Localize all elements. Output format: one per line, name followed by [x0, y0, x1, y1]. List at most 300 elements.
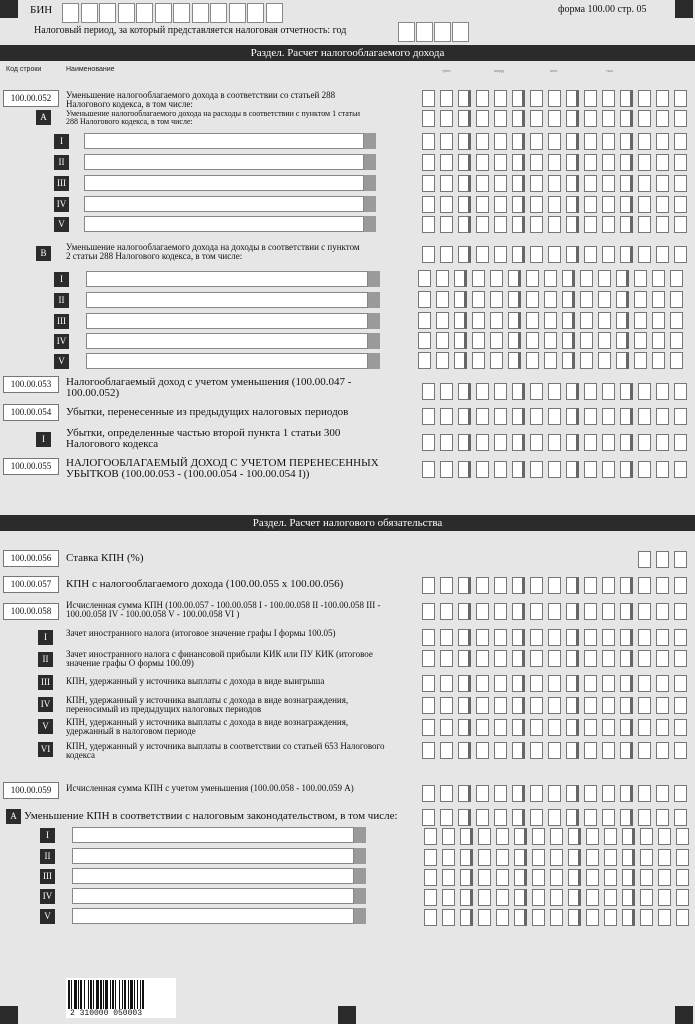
digit-cell[interactable]: [458, 675, 471, 692]
digit-cell[interactable]: [584, 650, 597, 667]
digit-cell[interactable]: [638, 133, 651, 150]
digit-cell[interactable]: [550, 889, 563, 906]
digit-cell[interactable]: [604, 828, 617, 845]
digit-cell[interactable]: [418, 291, 431, 308]
digit-cell[interactable]: [530, 603, 543, 620]
digit-cell[interactable]: [566, 461, 579, 478]
digit-cell[interactable]: [656, 675, 669, 692]
digit-cell[interactable]: [476, 629, 489, 646]
digit-cell[interactable]: [548, 461, 561, 478]
digit-cell[interactable]: [620, 809, 633, 826]
digit-cell[interactable]: [476, 154, 489, 171]
digit-cell[interactable]: [638, 216, 651, 233]
digit-cell[interactable]: [584, 719, 597, 736]
digit-cell[interactable]: [548, 697, 561, 714]
digit-cell[interactable]: [422, 154, 435, 171]
digit-cell[interactable]: [494, 603, 507, 620]
digit-cell[interactable]: [674, 110, 687, 127]
digit-cell[interactable]: [638, 675, 651, 692]
digit-cell[interactable]: [512, 719, 525, 736]
digit-cell[interactable]: [548, 742, 561, 759]
digit-cell[interactable]: [656, 246, 669, 263]
digit-cell[interactable]: [460, 828, 473, 845]
digit-cell[interactable]: [640, 909, 653, 926]
digit-cell[interactable]: [656, 629, 669, 646]
digit-cell[interactable]: [548, 154, 561, 171]
digit-cell[interactable]: [604, 889, 617, 906]
digit-cell[interactable]: [514, 849, 527, 866]
digit-cell[interactable]: [566, 809, 579, 826]
digit-cell[interactable]: [602, 629, 615, 646]
digit-cell[interactable]: [674, 246, 687, 263]
digit-cell[interactable]: [494, 785, 507, 802]
digit-cell[interactable]: [514, 909, 527, 926]
digit-cell[interactable]: [656, 650, 669, 667]
digit-cell[interactable]: [530, 154, 543, 171]
digit-cell[interactable]: [598, 352, 611, 369]
digit-cell[interactable]: [418, 352, 431, 369]
text-input[interactable]: [86, 333, 368, 349]
digit-cell[interactable]: [656, 719, 669, 736]
digit-cell[interactable]: [638, 809, 651, 826]
digit-cell[interactable]: [440, 577, 453, 594]
digit-cell[interactable]: [674, 90, 687, 107]
digit-cell[interactable]: [568, 849, 581, 866]
digit-cell[interactable]: [508, 270, 521, 287]
digit-cell[interactable]: [490, 291, 503, 308]
digit-cell[interactable]: [584, 90, 597, 107]
digit-cell[interactable]: [512, 196, 525, 213]
digit-cell[interactable]: [548, 175, 561, 192]
text-input[interactable]: [72, 848, 354, 864]
digit-cell[interactable]: [440, 629, 453, 646]
digit-cell[interactable]: [598, 291, 611, 308]
digit-cell[interactable]: [458, 408, 471, 425]
digit-cell[interactable]: [638, 719, 651, 736]
digit-cell[interactable]: [548, 133, 561, 150]
digit-cell[interactable]: [548, 785, 561, 802]
digit-cell[interactable]: [584, 675, 597, 692]
digit-cell[interactable]: [494, 216, 507, 233]
digit-cell[interactable]: [604, 869, 617, 886]
digit-cell[interactable]: [530, 383, 543, 400]
digit-cell[interactable]: [548, 216, 561, 233]
bin-cell[interactable]: [118, 3, 135, 23]
digit-cell[interactable]: [568, 909, 581, 926]
digit-cell[interactable]: [436, 352, 449, 369]
digit-cell[interactable]: [584, 742, 597, 759]
digit-cell[interactable]: [638, 742, 651, 759]
bin-cell[interactable]: [136, 3, 153, 23]
digit-cell[interactable]: [616, 332, 629, 349]
digit-cell[interactable]: [620, 90, 633, 107]
digit-cell[interactable]: [422, 629, 435, 646]
text-input[interactable]: [72, 868, 354, 884]
digit-cell[interactable]: [622, 828, 635, 845]
digit-cell[interactable]: [460, 849, 473, 866]
digit-cell[interactable]: [584, 577, 597, 594]
digit-cell[interactable]: [478, 889, 491, 906]
digit-cell[interactable]: [454, 332, 467, 349]
digit-cell[interactable]: [440, 90, 453, 107]
digit-cell[interactable]: [512, 603, 525, 620]
digit-cell[interactable]: [440, 246, 453, 263]
digit-cell[interactable]: [550, 869, 563, 886]
digit-cell[interactable]: [566, 603, 579, 620]
digit-cell[interactable]: [652, 332, 665, 349]
digit-cell[interactable]: [526, 312, 539, 329]
digit-cell[interactable]: [436, 270, 449, 287]
text-input[interactable]: [86, 313, 368, 329]
digit-cell[interactable]: [530, 408, 543, 425]
digit-cell[interactable]: [440, 110, 453, 127]
digit-cell[interactable]: [530, 246, 543, 263]
digit-cell[interactable]: [616, 352, 629, 369]
digit-cell[interactable]: [532, 889, 545, 906]
digit-cell[interactable]: [458, 650, 471, 667]
digit-cell[interactable]: [566, 697, 579, 714]
digit-cell[interactable]: [458, 785, 471, 802]
digit-cell[interactable]: [476, 246, 489, 263]
digit-cell[interactable]: [674, 809, 687, 826]
digit-cell[interactable]: [604, 849, 617, 866]
digit-cell[interactable]: [494, 90, 507, 107]
digit-cell[interactable]: [620, 629, 633, 646]
digit-cell[interactable]: [598, 312, 611, 329]
digit-cell[interactable]: [656, 154, 669, 171]
digit-cell[interactable]: [442, 869, 455, 886]
digit-cell[interactable]: [638, 461, 651, 478]
digit-cell[interactable]: [584, 603, 597, 620]
digit-cell[interactable]: [530, 785, 543, 802]
digit-cell[interactable]: [512, 90, 525, 107]
year-cell[interactable]: [416, 22, 433, 42]
bin-cell[interactable]: [62, 3, 79, 23]
digit-cell[interactable]: [674, 785, 687, 802]
digit-cell[interactable]: [530, 175, 543, 192]
digit-cell[interactable]: [584, 196, 597, 213]
digit-cell[interactable]: [674, 133, 687, 150]
bin-cell[interactable]: [99, 3, 116, 23]
digit-cell[interactable]: [602, 434, 615, 451]
digit-cell[interactable]: [674, 461, 687, 478]
digit-cell[interactable]: [602, 133, 615, 150]
digit-cell[interactable]: [640, 869, 653, 886]
digit-cell[interactable]: [476, 742, 489, 759]
digit-cell[interactable]: [620, 133, 633, 150]
digit-cell[interactable]: [566, 216, 579, 233]
digit-cell[interactable]: [676, 889, 689, 906]
digit-cell[interactable]: [580, 352, 593, 369]
digit-cell[interactable]: [512, 408, 525, 425]
bin-cell[interactable]: [192, 3, 209, 23]
digit-cell[interactable]: [440, 461, 453, 478]
digit-cell[interactable]: [494, 133, 507, 150]
digit-cell[interactable]: [656, 577, 669, 594]
digit-cell[interactable]: [602, 216, 615, 233]
digit-cell[interactable]: [550, 828, 563, 845]
digit-cell[interactable]: [512, 675, 525, 692]
digit-cell[interactable]: [638, 603, 651, 620]
digit-cell[interactable]: [512, 697, 525, 714]
digit-cell[interactable]: [440, 434, 453, 451]
digit-cell[interactable]: [620, 175, 633, 192]
digit-cell[interactable]: [512, 577, 525, 594]
digit-cell[interactable]: [478, 909, 491, 926]
digit-cell[interactable]: [656, 785, 669, 802]
digit-cell[interactable]: [602, 650, 615, 667]
digit-cell[interactable]: [584, 461, 597, 478]
digit-cell[interactable]: [568, 869, 581, 886]
digit-cell[interactable]: [674, 154, 687, 171]
digit-cell[interactable]: [634, 270, 647, 287]
digit-cell[interactable]: [638, 246, 651, 263]
digit-cell[interactable]: [512, 154, 525, 171]
digit-cell[interactable]: [584, 697, 597, 714]
digit-cell[interactable]: [584, 216, 597, 233]
digit-cell[interactable]: [440, 133, 453, 150]
digit-cell[interactable]: [512, 383, 525, 400]
digit-cell[interactable]: [494, 719, 507, 736]
digit-cell[interactable]: [494, 246, 507, 263]
digit-cell[interactable]: [530, 133, 543, 150]
digit-cell[interactable]: [566, 577, 579, 594]
digit-cell[interactable]: [508, 332, 521, 349]
digit-cell[interactable]: [548, 650, 561, 667]
digit-cell[interactable]: [670, 270, 683, 287]
digit-cell[interactable]: [638, 629, 651, 646]
digit-cell[interactable]: [440, 154, 453, 171]
digit-cell[interactable]: [512, 434, 525, 451]
digit-cell[interactable]: [476, 216, 489, 233]
digit-cell[interactable]: [440, 196, 453, 213]
digit-cell[interactable]: [458, 196, 471, 213]
digit-cell[interactable]: [530, 110, 543, 127]
digit-cell[interactable]: [634, 312, 647, 329]
digit-cell[interactable]: [422, 719, 435, 736]
digit-cell[interactable]: [544, 312, 557, 329]
digit-cell[interactable]: [526, 291, 539, 308]
digit-cell[interactable]: [548, 434, 561, 451]
digit-cell[interactable]: [580, 291, 593, 308]
digit-cell[interactable]: [566, 408, 579, 425]
digit-cell[interactable]: [620, 785, 633, 802]
text-input[interactable]: [72, 827, 354, 843]
digit-cell[interactable]: [656, 90, 669, 107]
text-input[interactable]: [84, 196, 364, 212]
digit-cell[interactable]: [478, 869, 491, 886]
digit-cell[interactable]: [638, 90, 651, 107]
digit-cell[interactable]: [422, 408, 435, 425]
digit-cell[interactable]: [422, 133, 435, 150]
bin-cell[interactable]: [173, 3, 190, 23]
digit-cell[interactable]: [580, 312, 593, 329]
digit-cell[interactable]: [620, 697, 633, 714]
digit-cell[interactable]: [494, 175, 507, 192]
digit-cell[interactable]: [494, 742, 507, 759]
digit-cell[interactable]: [562, 270, 575, 287]
digit-cell[interactable]: [656, 809, 669, 826]
digit-cell[interactable]: [472, 291, 485, 308]
digit-cell[interactable]: [566, 719, 579, 736]
digit-cell[interactable]: [566, 785, 579, 802]
digit-cell[interactable]: [476, 785, 489, 802]
digit-cell[interactable]: [602, 742, 615, 759]
digit-cell[interactable]: [656, 603, 669, 620]
bin-cell[interactable]: [247, 3, 264, 23]
digit-cell[interactable]: [602, 408, 615, 425]
digit-cell[interactable]: [620, 650, 633, 667]
text-input[interactable]: [84, 216, 364, 232]
digit-cell[interactable]: [478, 828, 491, 845]
text-input[interactable]: [86, 271, 368, 287]
digit-cell[interactable]: [496, 889, 509, 906]
digit-cell[interactable]: [544, 270, 557, 287]
digit-cell[interactable]: [670, 291, 683, 308]
digit-cell[interactable]: [490, 332, 503, 349]
text-input[interactable]: [84, 154, 364, 170]
digit-cell[interactable]: [598, 332, 611, 349]
digit-cell[interactable]: [674, 551, 687, 568]
digit-cell[interactable]: [620, 719, 633, 736]
digit-cell[interactable]: [566, 175, 579, 192]
digit-cell[interactable]: [584, 133, 597, 150]
digit-cell[interactable]: [566, 629, 579, 646]
digit-cell[interactable]: [550, 909, 563, 926]
digit-cell[interactable]: [548, 809, 561, 826]
digit-cell[interactable]: [526, 332, 539, 349]
digit-cell[interactable]: [652, 312, 665, 329]
digit-cell[interactable]: [674, 650, 687, 667]
digit-cell[interactable]: [586, 828, 599, 845]
digit-cell[interactable]: [640, 889, 653, 906]
digit-cell[interactable]: [566, 434, 579, 451]
digit-cell[interactable]: [670, 352, 683, 369]
digit-cell[interactable]: [440, 603, 453, 620]
text-input[interactable]: [84, 175, 364, 191]
digit-cell[interactable]: [512, 742, 525, 759]
digit-cell[interactable]: [616, 291, 629, 308]
year-cell[interactable]: [434, 22, 451, 42]
digit-cell[interactable]: [548, 90, 561, 107]
digit-cell[interactable]: [422, 383, 435, 400]
digit-cell[interactable]: [586, 869, 599, 886]
digit-cell[interactable]: [458, 697, 471, 714]
digit-cell[interactable]: [440, 675, 453, 692]
digit-cell[interactable]: [440, 785, 453, 802]
digit-cell[interactable]: [476, 408, 489, 425]
digit-cell[interactable]: [638, 697, 651, 714]
bin-cell[interactable]: [81, 3, 98, 23]
text-input[interactable]: [72, 908, 354, 924]
digit-cell[interactable]: [674, 196, 687, 213]
digit-cell[interactable]: [656, 461, 669, 478]
text-input[interactable]: [84, 133, 364, 149]
digit-cell[interactable]: [602, 719, 615, 736]
digit-cell[interactable]: [424, 828, 437, 845]
digit-cell[interactable]: [566, 90, 579, 107]
digit-cell[interactable]: [494, 383, 507, 400]
digit-cell[interactable]: [530, 650, 543, 667]
digit-cell[interactable]: [422, 216, 435, 233]
digit-cell[interactable]: [548, 408, 561, 425]
bin-cell[interactable]: [210, 3, 227, 23]
digit-cell[interactable]: [476, 650, 489, 667]
digit-cell[interactable]: [544, 291, 557, 308]
digit-cell[interactable]: [532, 828, 545, 845]
digit-cell[interactable]: [566, 196, 579, 213]
digit-cell[interactable]: [460, 909, 473, 926]
digit-cell[interactable]: [508, 291, 521, 308]
digit-cell[interactable]: [532, 849, 545, 866]
text-input[interactable]: [86, 353, 368, 369]
digit-cell[interactable]: [418, 332, 431, 349]
digit-cell[interactable]: [658, 889, 671, 906]
digit-cell[interactable]: [422, 603, 435, 620]
digit-cell[interactable]: [490, 312, 503, 329]
digit-cell[interactable]: [454, 352, 467, 369]
bin-cell[interactable]: [229, 3, 246, 23]
digit-cell[interactable]: [494, 196, 507, 213]
digit-cell[interactable]: [674, 675, 687, 692]
digit-cell[interactable]: [418, 312, 431, 329]
digit-cell[interactable]: [656, 742, 669, 759]
digit-cell[interactable]: [440, 650, 453, 667]
digit-cell[interactable]: [656, 551, 669, 568]
digit-cell[interactable]: [458, 603, 471, 620]
digit-cell[interactable]: [544, 352, 557, 369]
digit-cell[interactable]: [566, 383, 579, 400]
digit-cell[interactable]: [652, 352, 665, 369]
digit-cell[interactable]: [656, 175, 669, 192]
digit-cell[interactable]: [440, 408, 453, 425]
digit-cell[interactable]: [494, 408, 507, 425]
digit-cell[interactable]: [476, 196, 489, 213]
digit-cell[interactable]: [656, 434, 669, 451]
digit-cell[interactable]: [566, 742, 579, 759]
digit-cell[interactable]: [638, 110, 651, 127]
digit-cell[interactable]: [490, 270, 503, 287]
digit-cell[interactable]: [422, 175, 435, 192]
digit-cell[interactable]: [584, 175, 597, 192]
digit-cell[interactable]: [512, 629, 525, 646]
digit-cell[interactable]: [422, 196, 435, 213]
digit-cell[interactable]: [424, 869, 437, 886]
digit-cell[interactable]: [458, 110, 471, 127]
digit-cell[interactable]: [458, 809, 471, 826]
digit-cell[interactable]: [512, 785, 525, 802]
digit-cell[interactable]: [526, 270, 539, 287]
digit-cell[interactable]: [620, 196, 633, 213]
digit-cell[interactable]: [512, 175, 525, 192]
digit-cell[interactable]: [458, 577, 471, 594]
digit-cell[interactable]: [580, 270, 593, 287]
digit-cell[interactable]: [458, 629, 471, 646]
digit-cell[interactable]: [656, 196, 669, 213]
digit-cell[interactable]: [566, 154, 579, 171]
digit-cell[interactable]: [548, 675, 561, 692]
digit-cell[interactable]: [602, 577, 615, 594]
digit-cell[interactable]: [476, 809, 489, 826]
digit-cell[interactable]: [530, 196, 543, 213]
digit-cell[interactable]: [478, 849, 491, 866]
digit-cell[interactable]: [476, 383, 489, 400]
digit-cell[interactable]: [440, 383, 453, 400]
digit-cell[interactable]: [620, 408, 633, 425]
digit-cell[interactable]: [562, 312, 575, 329]
digit-cell[interactable]: [512, 133, 525, 150]
digit-cell[interactable]: [530, 629, 543, 646]
